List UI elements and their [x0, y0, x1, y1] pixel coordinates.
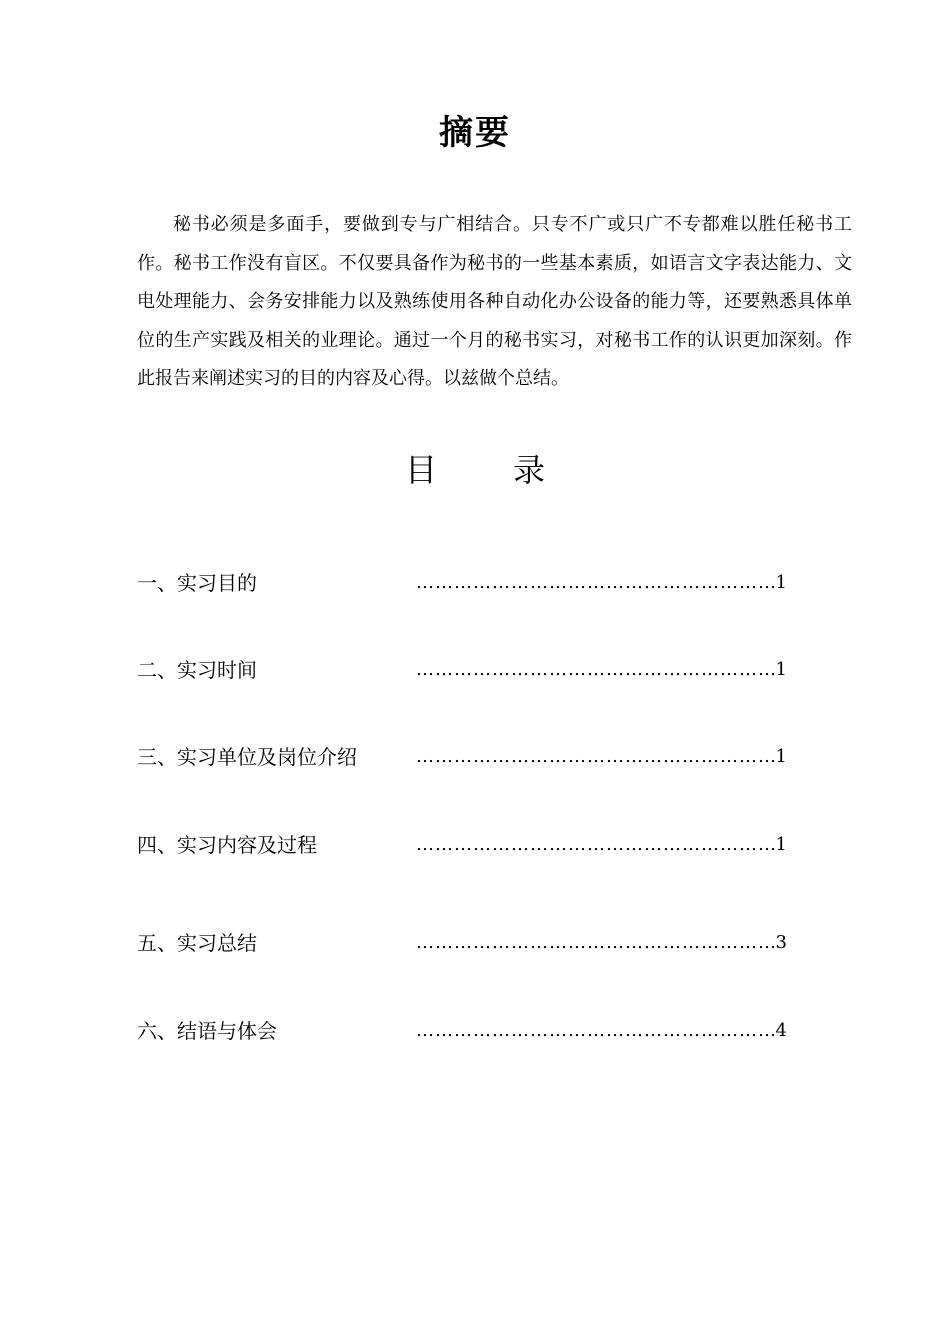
toc-entry-label: 五、实习总结: [137, 931, 257, 955]
toc-entry-page: 1: [775, 834, 787, 855]
toc-dot-leader: …………………………………………………: [416, 746, 777, 767]
toc-entry-page: 1: [775, 659, 787, 680]
toc-title-char-1: 目: [404, 451, 437, 489]
toc-entry-page: 4: [775, 1020, 787, 1041]
toc-entry-label: 二、实习时间: [137, 658, 257, 682]
toc-entry-page: 3: [775, 932, 787, 953]
abstract-paragraph: 秘书必须是多面手，要做到专与广相结合。只专不广或只广不专都难以胜任秘书工作。秘书工作没有盲区。不仅要具备作为秘书的一些基本素质，如语言文字表达能力、文电处理能力、会务安排能力以及熟练使用各种自动化办公设备的能力等，还要熟悉具体单位的生产实践及相关的业理论。通过一个月的秘书实习，对秘书工作的认识更加深刻。作此报告来阐述实习的目的内容及心得。以兹做个总结。: [137, 214, 852, 389]
toc-entry-5[interactable]: [137, 927, 787, 959]
abstract-title: 摘要: [439, 113, 511, 153]
toc-dot-leader: …………………………………………………: [416, 572, 777, 593]
toc-entry-page: 1: [775, 746, 787, 767]
toc-dot-leader: …………………………………………………: [416, 1020, 777, 1041]
toc-entry-2[interactable]: [137, 654, 787, 686]
toc-dot-leader: …………………………………………………: [416, 932, 777, 953]
toc-entry-label: 一、实习目的: [137, 571, 257, 595]
toc-entry-3[interactable]: [137, 741, 787, 773]
toc-entry-page: 1: [775, 572, 787, 593]
toc-entry-6[interactable]: [137, 1015, 787, 1047]
toc-dot-leader: …………………………………………………: [416, 659, 777, 680]
toc-entry-4[interactable]: [137, 829, 787, 861]
toc-dot-leader: …………………………………………………: [416, 834, 777, 855]
toc-title: [0, 446, 950, 494]
toc-entry-1[interactable]: [137, 567, 787, 599]
toc-title-char-2: 录: [513, 451, 546, 489]
toc-entry-label: 三、实习单位及岗位介绍: [137, 745, 357, 769]
toc-entry-label: 四、实习内容及过程: [137, 833, 317, 857]
toc-entry-label: 六、结语与体会: [137, 1019, 277, 1043]
